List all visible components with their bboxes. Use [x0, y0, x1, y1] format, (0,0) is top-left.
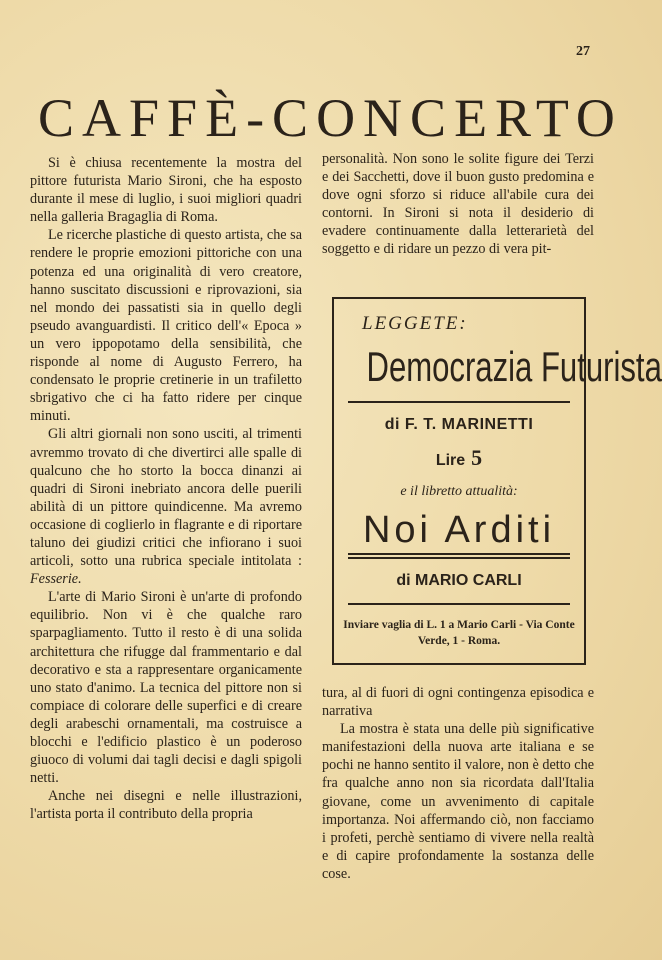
paragraph — [30, 425, 302, 588]
paragraph: Si è chiusa recentemente la mostra del pittore futurista Mario Sironi, che ha esposto durante il mese di luglio, i suoi migliori quadri nella galleria Bragaglia di Roma. — [30, 155, 302, 226]
rubric-name: Fesserie. — [30, 571, 82, 588]
paragraph: Le ricerche plastiche di questo artista, che sa rendere le proprie emozioni pittoriche con una potenza ed una originalità di vero creatore, hanno suscitato discussioni e riprovazioni, sia nel mondo dei passatisti sia in quello degli pseudo avanguardisti. Il critico dell'« Epoca » un vero ippopotamo della sensibilità, che risponde al nome di Augusto Ferrero, ha condensato le proprie cretinerie in un trafiletto sbrigativo che ci ha fatto ridere per cinque minuti. — [30, 227, 302, 425]
ad-author-marinetti: di F. T. MARINETTI — [384, 416, 534, 433]
ad-divider — [348, 603, 570, 605]
ad-author-carli: di MARIO CARLI — [396, 572, 522, 589]
page-number: 27 — [576, 44, 590, 59]
paragraph: Anche nei disegni e nelle illustrazioni, l'artista porta il contributo della propria — [30, 788, 302, 823]
paragraph: La mostra è stata una delle più significative manifestazioni della nuova arte italiana e se pochi ne hanno sentito il valore, non è detto che fra qualche anno non sia ricordata dall'Italia giovane, come un avvenimento di capitale importanza. Noi affermando ciò, non facciamo i profeti, perchè sentiamo di vivere nella realtà e di capire profondamente la sostanza delle cose. — [322, 721, 594, 882]
article-title: CAFFÈ-CONCERTO — [38, 88, 623, 148]
right-column-top — [322, 150, 594, 259]
paragraph: tura, al di fuori di ogni contingenza episodica e narrativa — [322, 685, 594, 720]
paragraph-text: Gli altri giornali non sono usciti, al trimenti avremmo trovato di che divertirci alle spalle di qualcuno che ho storto la bocca dinanzi ai quadri di Sironi inebriato ancora delle puerili abilità di un pittore quindicenne. Ma avremo occasione di coglierlo in flagrante e di riportare taluno dei giudizi critici che infiorano i suoi articoli, sotto una rubrica speciale intitolata : — [30, 426, 302, 570]
ad-price-value: 5 — [471, 445, 483, 470]
ad-order-note: Inviare vaglia di L. 1 a Mario Carli - Via Conte Verde, 1 - Roma. — [343, 619, 575, 647]
advertisement-box — [332, 297, 662, 665]
ad-intro: LEGGETE: — [362, 313, 468, 334]
ad-book-title-noi-arditi: Noi Arditi — [362, 509, 556, 551]
paragraph: L'arte di Mario Sironi è un'arte di profondo equilibrio. Non vi è che qualche raro sparpagliamento. Tutto il resto è di una solida architettura che rifugge dal frammentario e dal decorativo e sta a rappresentare organicamente uno stato d'animo. La tecnica del pittore non si compiace di colorare delle superfici e di creare degli arabeschi ornamentali, ma costruisce a blocchi e l'edificio plastico è un poderoso giuoco di volumi dai tagli decisi e dagli spigoli netti. — [30, 589, 302, 787]
ad-price-label: Lire — [435, 452, 466, 469]
ad-divider — [348, 557, 570, 559]
ad-subtitle: e il libretto attualità: — [400, 484, 518, 499]
paragraph: personalità. Non sono le solite figure dei Terzi e dei Sacchetti, dove il buon gusto predomina e dove ogni sforzo si riduce all'abile cura dei contorni. In Sironi si nota il desiderio di evadere continuamente dalla letterarietà del soggetto e di ridare un pezzo di vera pit- — [322, 151, 594, 258]
ad-price — [334, 445, 584, 471]
ad-divider — [348, 401, 570, 403]
left-column — [30, 154, 302, 823]
right-column-bottom — [322, 684, 594, 883]
ad-book-title-democrazia: Democrazia Futurista — [366, 343, 662, 390]
